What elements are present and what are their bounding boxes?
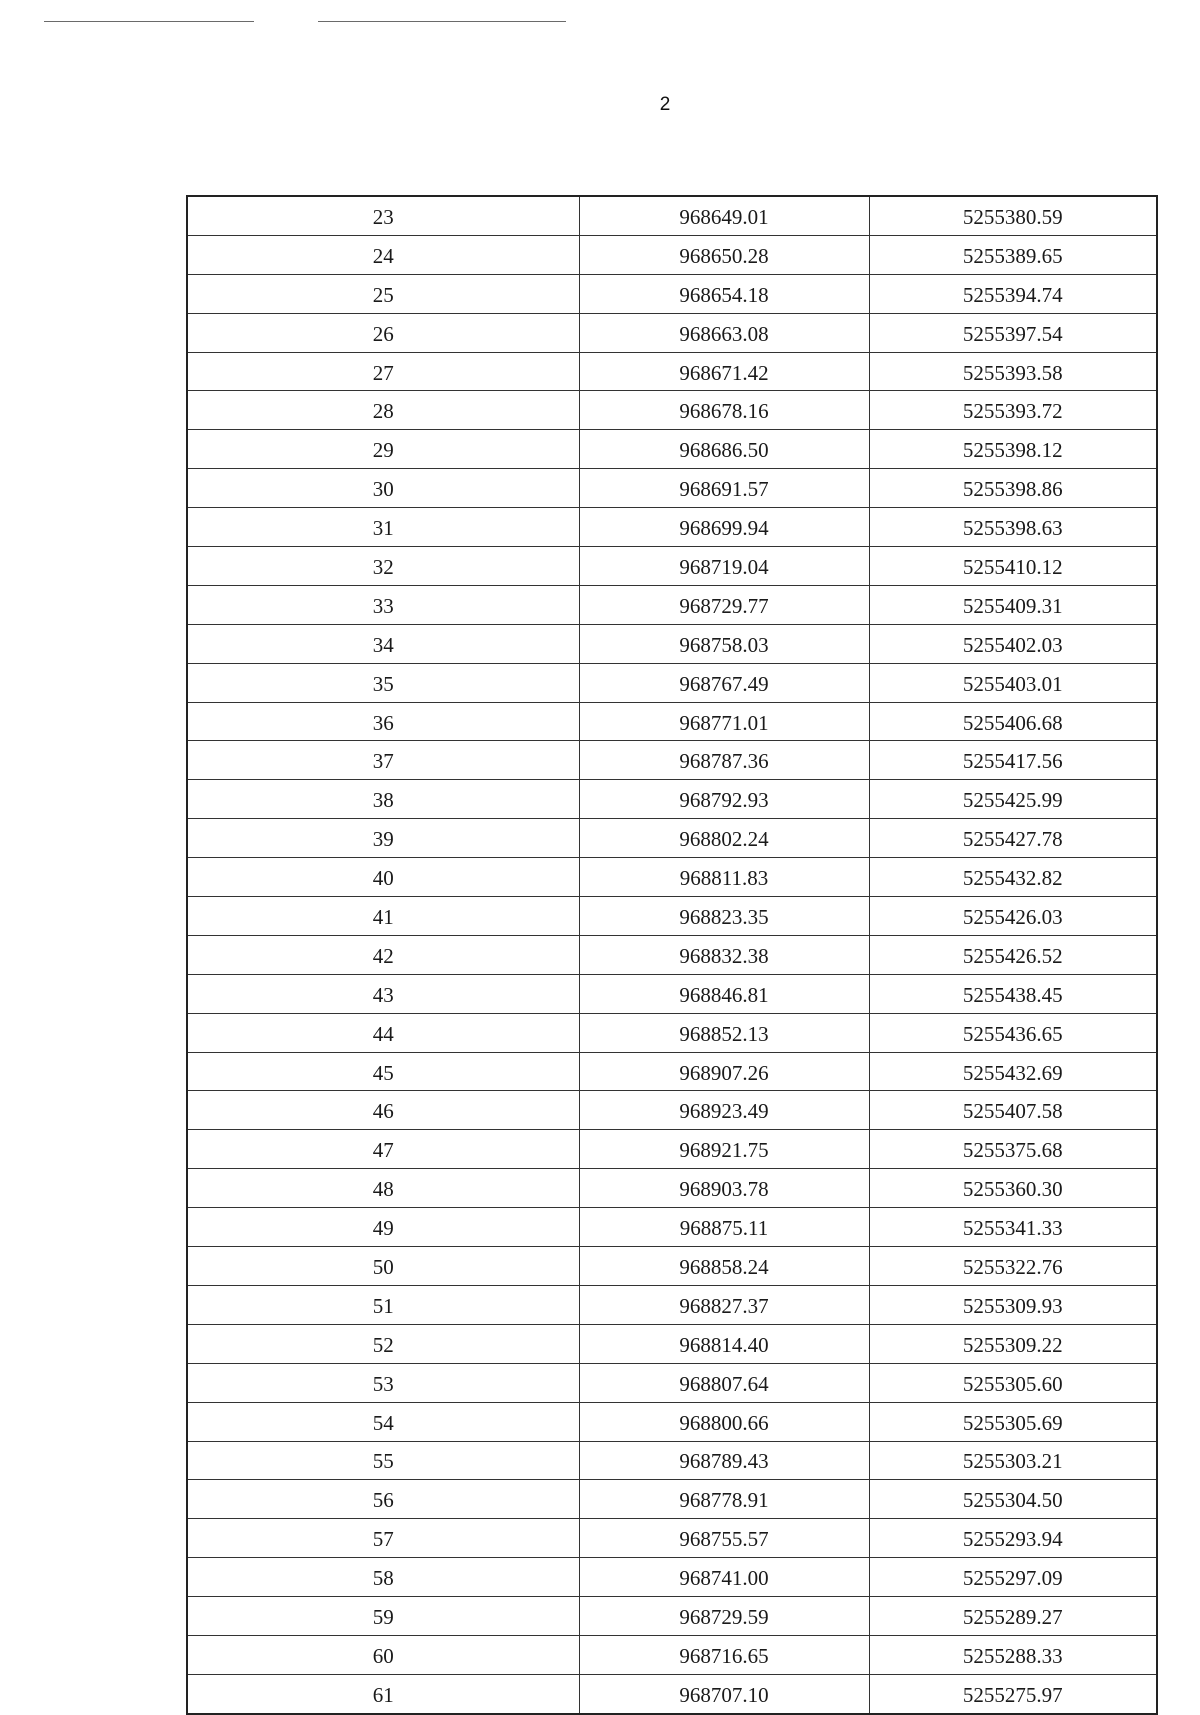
table-row: [187, 1480, 1157, 1519]
y-coordinate-cell: 5255406.68: [869, 702, 1157, 741]
x-coordinate-cell: 968691.57: [579, 469, 869, 508]
table-row: [187, 313, 1157, 352]
y-coordinate-cell: 5255289.27: [869, 1597, 1157, 1636]
y-coordinate-cell: 5255380.59: [869, 196, 1157, 235]
point-number-cell: 27: [187, 352, 579, 391]
table-row: [187, 624, 1157, 663]
page-number: 2: [659, 94, 671, 115]
x-coordinate-cell: 968650.28: [579, 235, 869, 274]
y-coordinate-cell: 5255438.45: [869, 974, 1157, 1013]
x-coordinate-cell: 968654.18: [579, 274, 869, 313]
point-number-cell: 46: [187, 1091, 579, 1130]
table-row: [187, 274, 1157, 313]
y-coordinate-cell: 5255393.58: [869, 352, 1157, 391]
point-number-cell: 47: [187, 1130, 579, 1169]
point-number-cell: 26: [187, 313, 579, 352]
y-coordinate-cell: 5255322.76: [869, 1247, 1157, 1286]
y-coordinate-cell: 5255398.12: [869, 430, 1157, 469]
coordinates-table: [186, 195, 1158, 1715]
table-row: [187, 1285, 1157, 1324]
y-coordinate-cell: 5255341.33: [869, 1208, 1157, 1247]
point-number-cell: 23: [187, 196, 579, 235]
y-coordinate-cell: 5255432.82: [869, 858, 1157, 897]
x-coordinate-cell: 968663.08: [579, 313, 869, 352]
point-number-cell: 50: [187, 1247, 579, 1286]
table-row: [187, 430, 1157, 469]
table-row: [187, 663, 1157, 702]
y-coordinate-cell: 5255427.78: [869, 819, 1157, 858]
point-number-cell: 57: [187, 1519, 579, 1558]
x-coordinate-cell: 968729.59: [579, 1597, 869, 1636]
table-row: [187, 1013, 1157, 1052]
x-coordinate-cell: 968800.66: [579, 1402, 869, 1441]
y-coordinate-cell: 5255309.93: [869, 1285, 1157, 1324]
table-row: [187, 1169, 1157, 1208]
point-number-cell: 32: [187, 547, 579, 586]
header-rule-right: [318, 21, 566, 22]
point-number-cell: 24: [187, 235, 579, 274]
y-coordinate-cell: 5255360.30: [869, 1169, 1157, 1208]
point-number-cell: 36: [187, 702, 579, 741]
x-coordinate-cell: 968787.36: [579, 741, 869, 780]
y-coordinate-cell: 5255417.56: [869, 741, 1157, 780]
table-row: [187, 547, 1157, 586]
point-number-cell: 29: [187, 430, 579, 469]
point-number-cell: 44: [187, 1013, 579, 1052]
y-coordinate-cell: 5255305.69: [869, 1402, 1157, 1441]
point-number-cell: 35: [187, 663, 579, 702]
x-coordinate-cell: 968719.04: [579, 547, 869, 586]
y-coordinate-cell: 5255309.22: [869, 1324, 1157, 1363]
point-number-cell: 54: [187, 1402, 579, 1441]
table-row: [187, 935, 1157, 974]
x-coordinate-cell: 968678.16: [579, 391, 869, 430]
y-coordinate-cell: 5255402.03: [869, 624, 1157, 663]
x-coordinate-cell: 968823.35: [579, 897, 869, 936]
table-row: [187, 1130, 1157, 1169]
table-row: [187, 1674, 1157, 1713]
header-rule-left: [44, 21, 254, 22]
table-row: [187, 974, 1157, 1013]
x-coordinate-cell: 968814.40: [579, 1324, 869, 1363]
x-coordinate-cell: 968686.50: [579, 430, 869, 469]
point-number-cell: 41: [187, 897, 579, 936]
table-row: [187, 235, 1157, 274]
point-number-cell: 59: [187, 1597, 579, 1636]
table-row: [187, 1247, 1157, 1286]
y-coordinate-cell: 5255393.72: [869, 391, 1157, 430]
point-number-cell: 61: [187, 1674, 579, 1713]
x-coordinate-cell: 968852.13: [579, 1013, 869, 1052]
point-number-cell: 60: [187, 1635, 579, 1674]
x-coordinate-cell: 968716.65: [579, 1635, 869, 1674]
x-coordinate-cell: 968802.24: [579, 819, 869, 858]
x-coordinate-cell: 968755.57: [579, 1519, 869, 1558]
table-row: [187, 819, 1157, 858]
y-coordinate-cell: 5255394.74: [869, 274, 1157, 313]
table-row: [187, 1324, 1157, 1363]
y-coordinate-cell: 5255426.03: [869, 897, 1157, 936]
table-row: [187, 702, 1157, 741]
table-row: [187, 1597, 1157, 1636]
y-coordinate-cell: 5255375.68: [869, 1130, 1157, 1169]
table-row: [187, 1208, 1157, 1247]
y-coordinate-cell: 5255288.33: [869, 1635, 1157, 1674]
y-coordinate-cell: 5255389.65: [869, 235, 1157, 274]
point-number-cell: 28: [187, 391, 579, 430]
x-coordinate-cell: 968649.01: [579, 196, 869, 235]
table-row: [187, 858, 1157, 897]
y-coordinate-cell: 5255297.09: [869, 1558, 1157, 1597]
x-coordinate-cell: 968807.64: [579, 1363, 869, 1402]
table-row: [187, 1402, 1157, 1441]
point-number-cell: 31: [187, 508, 579, 547]
y-coordinate-cell: 5255304.50: [869, 1480, 1157, 1519]
point-number-cell: 48: [187, 1169, 579, 1208]
y-coordinate-cell: 5255398.86: [869, 469, 1157, 508]
x-coordinate-cell: 968846.81: [579, 974, 869, 1013]
table-row: [187, 741, 1157, 780]
table-row: [187, 1635, 1157, 1674]
point-number-cell: 39: [187, 819, 579, 858]
x-coordinate-cell: 968792.93: [579, 780, 869, 819]
x-coordinate-cell: 968875.11: [579, 1208, 869, 1247]
x-coordinate-cell: 968741.00: [579, 1558, 869, 1597]
y-coordinate-cell: 5255436.65: [869, 1013, 1157, 1052]
x-coordinate-cell: 968771.01: [579, 702, 869, 741]
point-number-cell: 38: [187, 780, 579, 819]
point-number-cell: 43: [187, 974, 579, 1013]
y-coordinate-cell: 5255398.63: [869, 508, 1157, 547]
point-number-cell: 37: [187, 741, 579, 780]
x-coordinate-cell: 968811.83: [579, 858, 869, 897]
table-row: [187, 1091, 1157, 1130]
y-coordinate-cell: 5255397.54: [869, 313, 1157, 352]
y-coordinate-cell: 5255432.69: [869, 1052, 1157, 1091]
x-coordinate-cell: 968903.78: [579, 1169, 869, 1208]
table-row: [187, 196, 1157, 235]
table-row: [187, 1052, 1157, 1091]
table-row: [187, 391, 1157, 430]
table-row: [187, 1558, 1157, 1597]
table-row: [187, 1519, 1157, 1558]
y-coordinate-cell: 5255275.97: [869, 1674, 1157, 1713]
x-coordinate-cell: 968923.49: [579, 1091, 869, 1130]
y-coordinate-cell: 5255293.94: [869, 1519, 1157, 1558]
x-coordinate-cell: 968907.26: [579, 1052, 869, 1091]
table-row: [187, 585, 1157, 624]
y-coordinate-cell: 5255425.99: [869, 780, 1157, 819]
x-coordinate-cell: 968921.75: [579, 1130, 869, 1169]
y-coordinate-cell: 5255303.21: [869, 1441, 1157, 1480]
x-coordinate-cell: 968858.24: [579, 1247, 869, 1286]
point-number-cell: 30: [187, 469, 579, 508]
x-coordinate-cell: 968778.91: [579, 1480, 869, 1519]
x-coordinate-cell: 968789.43: [579, 1441, 869, 1480]
table-row: [187, 1441, 1157, 1480]
y-coordinate-cell: 5255407.58: [869, 1091, 1157, 1130]
table-row: [187, 780, 1157, 819]
table-row: [187, 469, 1157, 508]
x-coordinate-cell: 968827.37: [579, 1285, 869, 1324]
point-number-cell: 56: [187, 1480, 579, 1519]
table-row: [187, 352, 1157, 391]
point-number-cell: 58: [187, 1558, 579, 1597]
x-coordinate-cell: 968707.10: [579, 1674, 869, 1713]
point-number-cell: 53: [187, 1363, 579, 1402]
y-coordinate-cell: 5255409.31: [869, 585, 1157, 624]
table-row: [187, 1363, 1157, 1402]
x-coordinate-cell: 968699.94: [579, 508, 869, 547]
x-coordinate-cell: 968767.49: [579, 663, 869, 702]
point-number-cell: 49: [187, 1208, 579, 1247]
point-number-cell: 40: [187, 858, 579, 897]
x-coordinate-cell: 968729.77: [579, 585, 869, 624]
point-number-cell: 34: [187, 624, 579, 663]
coordinates-table-body: [187, 196, 1157, 1714]
table-row: [187, 508, 1157, 547]
y-coordinate-cell: 5255305.60: [869, 1363, 1157, 1402]
x-coordinate-cell: 968832.38: [579, 935, 869, 974]
point-number-cell: 55: [187, 1441, 579, 1480]
point-number-cell: 42: [187, 935, 579, 974]
point-number-cell: 33: [187, 585, 579, 624]
x-coordinate-cell: 968671.42: [579, 352, 869, 391]
y-coordinate-cell: 5255403.01: [869, 663, 1157, 702]
point-number-cell: 45: [187, 1052, 579, 1091]
point-number-cell: 51: [187, 1285, 579, 1324]
y-coordinate-cell: 5255426.52: [869, 935, 1157, 974]
point-number-cell: 52: [187, 1324, 579, 1363]
y-coordinate-cell: 5255410.12: [869, 547, 1157, 586]
point-number-cell: 25: [187, 274, 579, 313]
x-coordinate-cell: 968758.03: [579, 624, 869, 663]
table-row: [187, 897, 1157, 936]
